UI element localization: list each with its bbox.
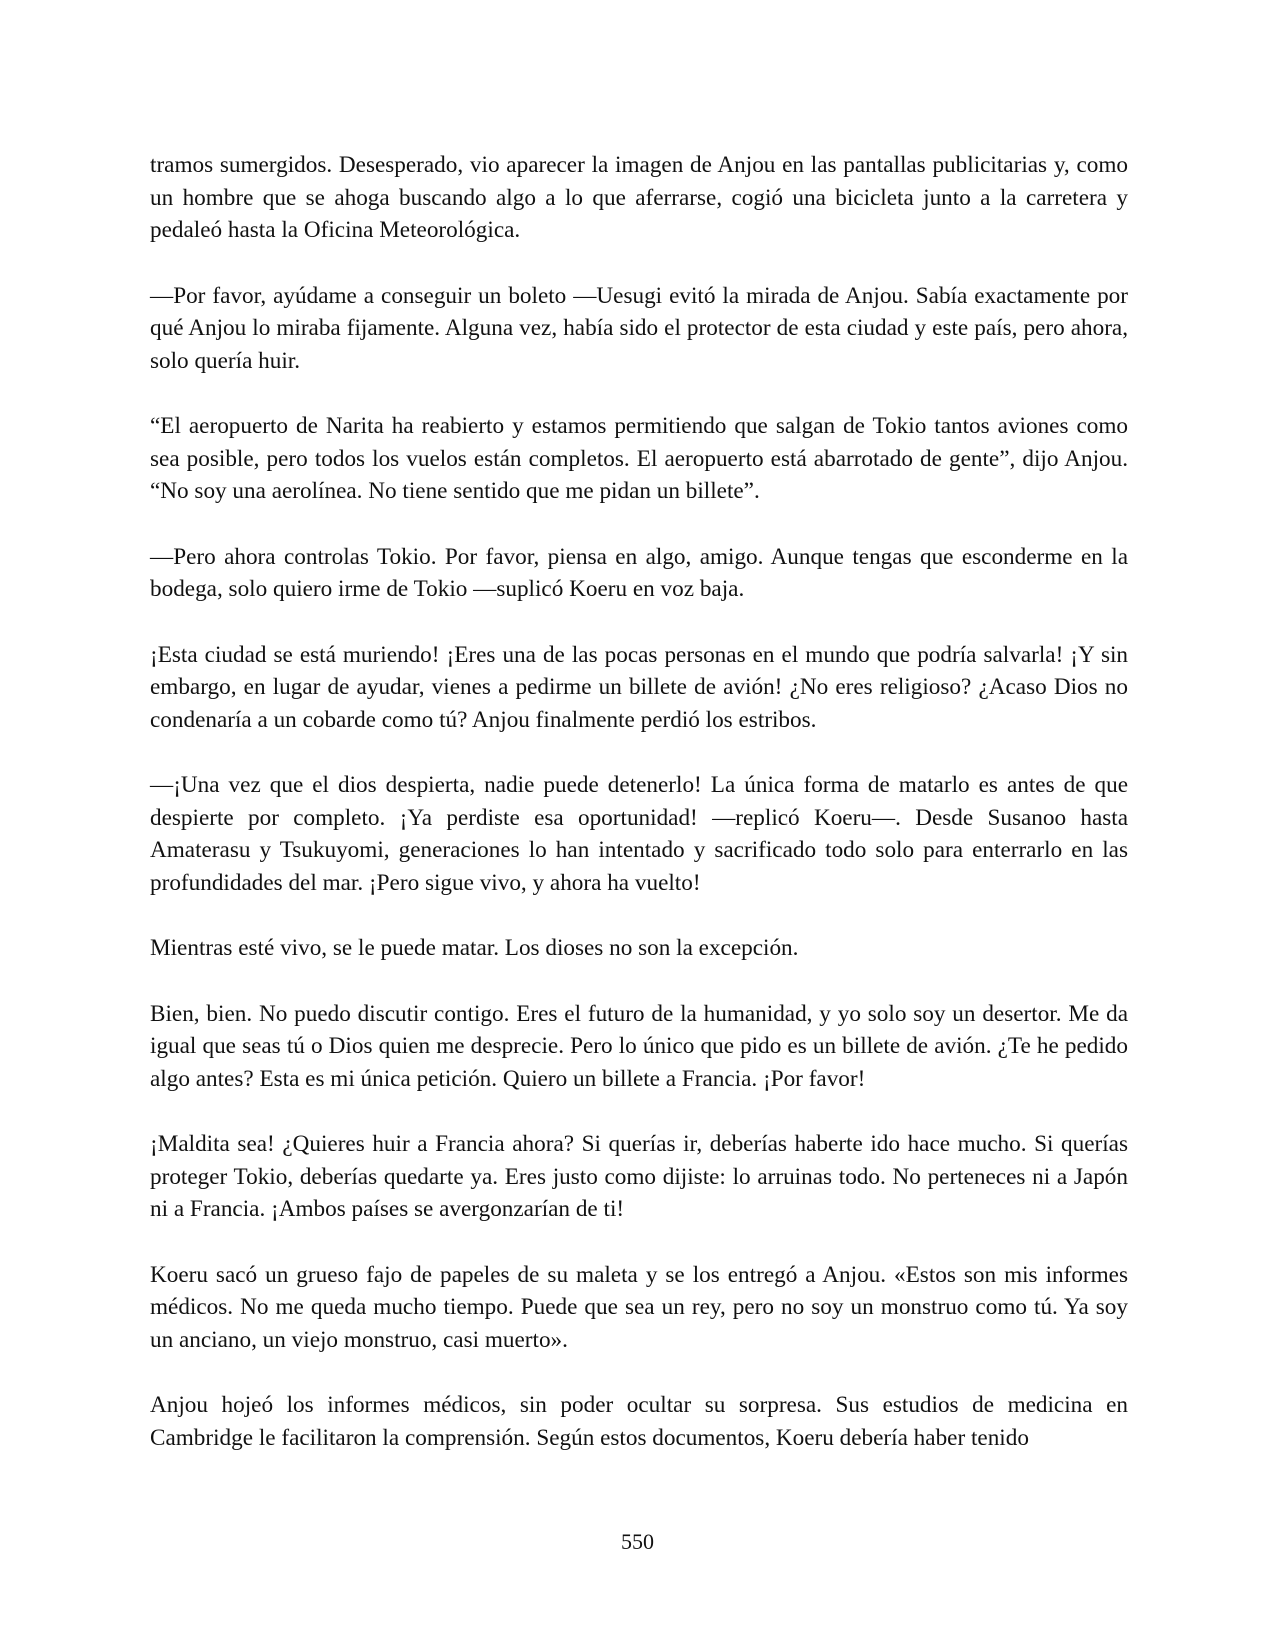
paragraph-7: Mientras esté vivo, se le puede matar. Los dioses no son la excepción. — [150, 935, 799, 961]
paragraph-9: ¡Maldita sea! ¿Quieres huir a Francia ahora? Si querías ir, deberías haberte ido hace mucho. Si querías proteger Tokio, deberías quedarte ya. Eres justo como dijiste: lo arruinas todo. No perteneces ni a Japón ni a Francia. ¡Ambos países se avergonzarían de ti! — [150, 1131, 1128, 1222]
paragraph-10: Koeru sacó un grueso fajo de papeles de su maleta y se los entregó a Anjou. «Estos son mis informes médicos. No me queda mucho tiempo. Puede que sea un rey, pero no soy un monstruo como tú. Ya soy un anciano, un viejo monstruo, casi muerto». — [150, 1261, 1128, 1353]
paragraph-6: —¡Una vez que el dios despierta, nadie puede detenerlo! La única forma de matarlo es antes de que despierte por completo. ¡Ya perdiste esa oportunidad! —replicó Koeru—. Desde Susanoo hasta Amaterasu y Tsukuyomi, generaciones lo han intentado y sacrificado todo solo para enterrarlo en las profundidades del mar. ¡Pero sigue vivo, y ahora ha vuelto! — [150, 772, 1128, 896]
paragraph-8: Bien, bien. No puedo discutir contigo. Eres el futuro de la humanidad, y yo solo soy un desertor. Me da igual que seas tú o Dios quien me desprecie. Pero lo único que pido es un billete de avión. ¿Te he pedido algo antes? Esta es mi única petición. Quiero un billete a Francia. ¡Por favor! — [150, 1000, 1128, 1092]
paragraph-5: ¡Esta ciudad se está muriendo! ¡Eres una de las pocas personas en el mundo que podría salvarla! ¡Y sin embargo, en lugar de ayudar, vienes a pedirme un billete de avión! ¿No eres religioso? ¿Acaso Dios no condenaría a un cobarde como tú? Anjou finalmente perdió los estribos. — [150, 641, 1128, 733]
page-number: 550 — [621, 1529, 654, 1554]
paragraph-11: Anjou hojeó los informes médicos, sin poder ocultar su sorpresa. Sus estudios de medicina en Cambridge le facilitaron la comprensión. Según estos documentos, Koeru debería haber tenido — [150, 1392, 1128, 1451]
paragraph-3: “El aeropuerto de Narita ha reabierto y estamos permitiendo que salgan de Tokio tantos aviones como sea posible, pero todos los vuelos están completos. El aeropuerto está abarrotado de gente”, dijo Anjou. “No soy una aerolínea. No tiene sentido que me pidan un billete”. — [150, 413, 1128, 504]
body-text — [150, 149, 1128, 1487]
paragraph-1: tramos sumergidos. Desesperado, vio aparecer la imagen de Anjou en las pantallas publicitarias y, como un hombre que se ahoga buscando algo a lo que aferrarse, cogió una bicicleta junto a la carretera y pedaleó hasta la Oficina Meteorológica. — [150, 152, 1128, 243]
paragraph-4: —Pero ahora controlas Tokio. Por favor, piensa en algo, amigo. Aunque tengas que esconderme en la bodega, solo quiero irme de Tokio —suplicó Koeru en voz baja. — [150, 543, 1128, 602]
paragraph-2: —Por favor, ayúdame a conseguir un boleto —Uesugi evitó la mirada de Anjou. Sabía exactamente por qué Anjou lo miraba fijamente. Alguna vez, había sido el protector de esta ciudad y este país, pero ahora, solo quería huir. — [150, 282, 1128, 374]
